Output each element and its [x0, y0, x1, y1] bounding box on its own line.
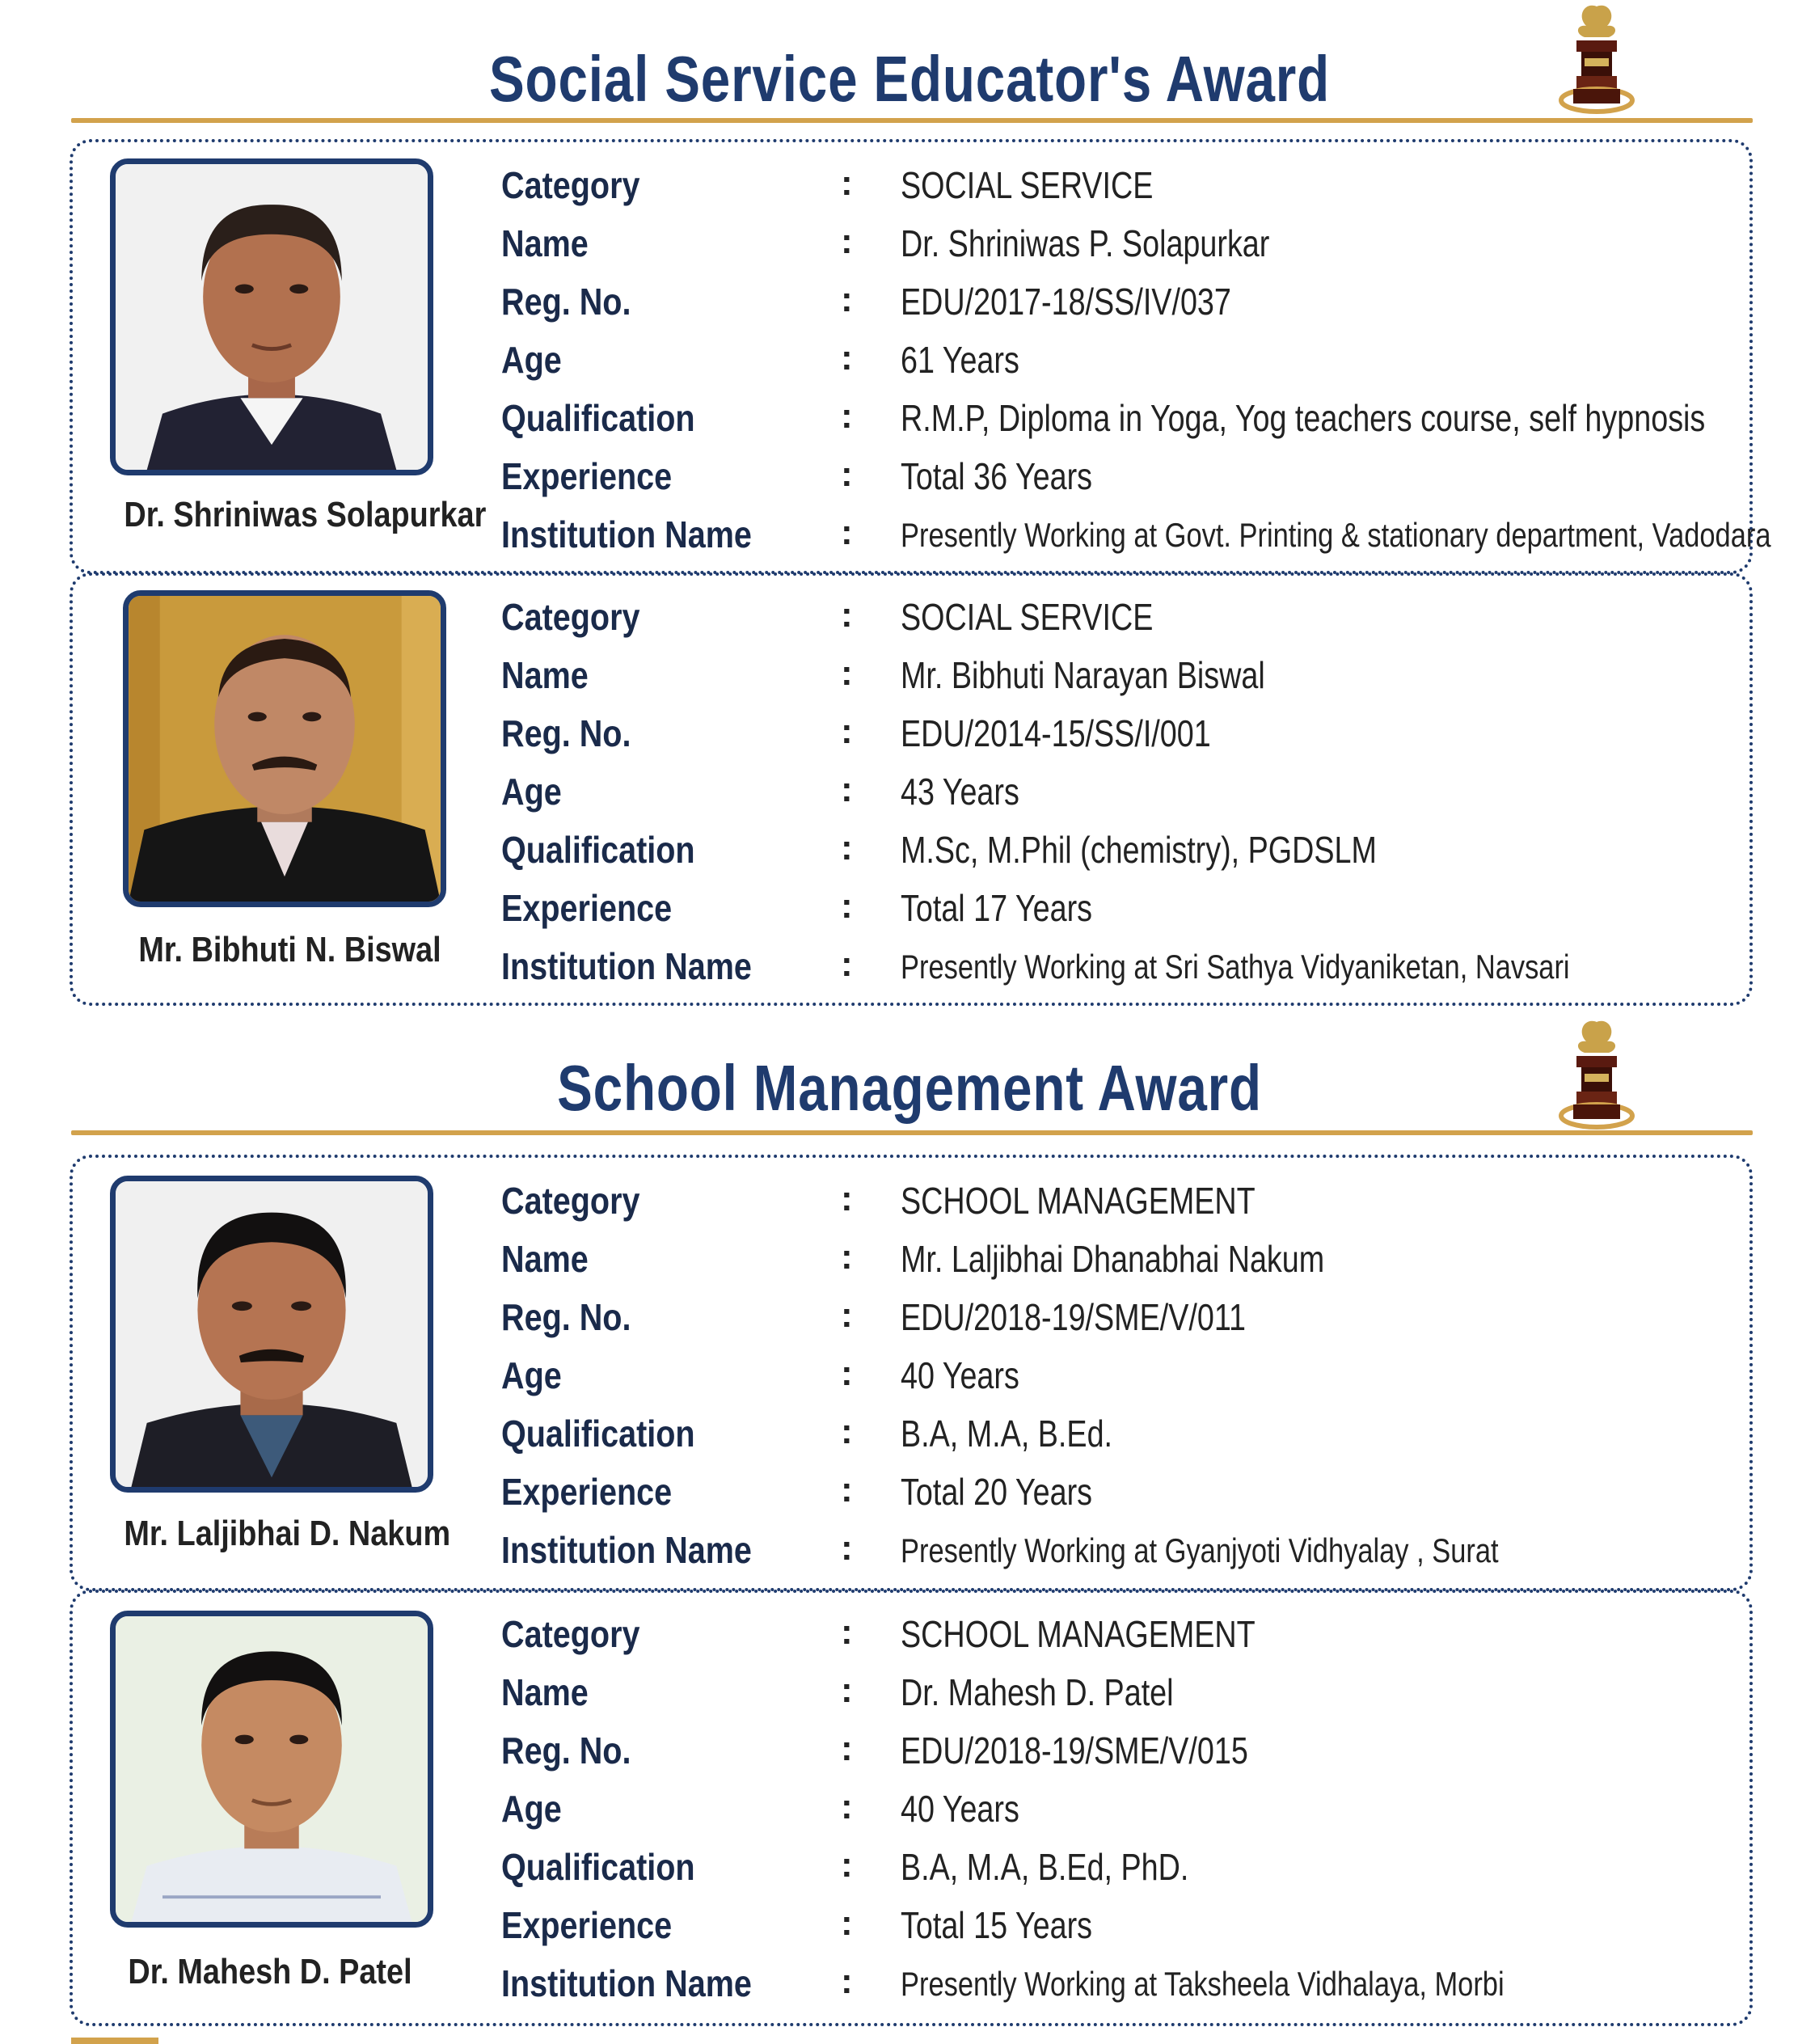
detail-label: Qualification — [501, 1413, 695, 1455]
detail-row-institution — [501, 944, 1795, 1003]
detail-value: 61 Years — [901, 339, 1019, 381]
detail-label: Age — [501, 1354, 562, 1396]
detail-value: SOCIAL SERVICE — [901, 596, 1154, 638]
detail-label: Qualification — [501, 397, 695, 439]
detail-value: Presently Working at Gyanjyoti Vidhyalay , Surat — [901, 1531, 1499, 1569]
detail-label: Age — [501, 339, 562, 381]
detail-row-name — [501, 222, 1795, 280]
colon-separator: : — [841, 1962, 853, 2001]
colon-separator: : — [841, 712, 853, 751]
portrait-photo — [110, 1176, 433, 1493]
detail-value: 40 Years — [901, 1354, 1019, 1396]
detail-row-qualification — [501, 1845, 1795, 1903]
awardee-card — [70, 1155, 1753, 1591]
detail-row-name — [501, 1670, 1795, 1729]
detail-value: SCHOOL MANAGEMENT — [901, 1180, 1256, 1222]
detail-label: Category — [501, 164, 640, 206]
colon-separator: : — [841, 1612, 853, 1652]
detail-row-institution — [501, 1962, 1795, 2020]
colon-separator: : — [841, 338, 853, 378]
detail-row-experience — [501, 454, 1795, 513]
detail-row-category — [501, 1612, 1795, 1670]
detail-value: Mr. Bibhuti Narayan Biswal — [901, 654, 1265, 696]
detail-value: Mr. Laljibhai Dhanabhai Nakum — [901, 1238, 1325, 1280]
portrait-illustration — [116, 1181, 428, 1487]
detail-value: B.A, M.A, B.Ed, PhD. — [901, 1846, 1189, 1888]
colon-separator: : — [841, 1903, 853, 1943]
detail-value: Dr. Mahesh D. Patel — [901, 1671, 1174, 1713]
detail-label: Experience — [501, 455, 673, 497]
portrait-photo — [110, 1611, 433, 1928]
detail-row-name — [501, 653, 1795, 712]
detail-value: Total 17 Years — [901, 887, 1092, 929]
detail-row-qualification — [501, 396, 1795, 454]
colon-separator: : — [841, 944, 853, 984]
detail-row-institution — [501, 513, 1795, 571]
detail-value: SCHOOL MANAGEMENT — [901, 1613, 1256, 1655]
detail-label: Experience — [501, 1904, 673, 1946]
detail-label: Institution Name — [501, 1529, 752, 1571]
detail-row-age — [501, 1354, 1795, 1412]
detail-row-category — [501, 1179, 1795, 1237]
awardee-caption: Dr. Mahesh D. Patel — [128, 1952, 412, 1991]
portrait-illustration — [129, 596, 441, 902]
detail-label: Category — [501, 1613, 640, 1655]
portrait-photo — [110, 158, 433, 475]
colon-separator: : — [841, 163, 853, 203]
colon-separator: : — [841, 1528, 853, 1568]
detail-label: Name — [501, 1238, 589, 1280]
detail-value: EDU/2014-15/SS/I/001 — [901, 712, 1211, 754]
colon-separator: : — [841, 770, 853, 809]
detail-row-age — [501, 338, 1795, 396]
detail-label: Institution Name — [501, 513, 752, 555]
awardee-card — [70, 572, 1753, 1006]
portrait-photo — [123, 590, 446, 907]
detail-label: Name — [501, 1671, 589, 1713]
detail-row-experience — [501, 1470, 1795, 1528]
detail-row-reg-no — [501, 1729, 1795, 1787]
title-divider — [71, 1130, 1753, 1135]
detail-value: SOCIAL SERVICE — [901, 164, 1154, 206]
detail-value: EDU/2018-19/SME/V/011 — [901, 1296, 1247, 1338]
detail-label: Reg. No. — [501, 1296, 631, 1338]
awardee-caption: Dr. Shriniwas Solapurkar — [124, 495, 487, 534]
detail-row-reg-no — [501, 712, 1795, 770]
detail-value: R.M.P, Diploma in Yoga, Yog teachers course, self hypnosis — [901, 397, 1706, 439]
detail-label: Experience — [501, 1471, 673, 1513]
detail-value: Total 20 Years — [901, 1471, 1092, 1513]
colon-separator: : — [841, 1237, 853, 1277]
detail-row-institution — [501, 1528, 1795, 1586]
detail-value: Presently Working at Sri Sathya Vidyaniketan, Navsari — [901, 948, 1570, 986]
colon-separator: : — [841, 454, 853, 494]
detail-row-age — [501, 1787, 1795, 1845]
detail-label: Category — [501, 1180, 640, 1222]
awardee-caption: Mr. Laljibhai D. Nakum — [124, 1514, 451, 1553]
detail-label: Reg. No. — [501, 281, 631, 323]
detail-value: Total 15 Years — [901, 1904, 1092, 1946]
section-title: School Management Award — [557, 1052, 1262, 1124]
colon-separator: : — [841, 1295, 853, 1335]
detail-value: 43 Years — [901, 771, 1019, 813]
detail-row-age — [501, 770, 1795, 828]
awardee-card — [70, 139, 1771, 574]
detail-row-reg-no — [501, 280, 1795, 338]
colon-separator: : — [841, 1787, 853, 1827]
detail-label: Institution Name — [501, 945, 752, 987]
colon-separator: : — [841, 653, 853, 693]
detail-value: 40 Years — [901, 1788, 1019, 1830]
detail-label: Name — [501, 222, 589, 264]
colon-separator: : — [841, 1845, 853, 1885]
detail-value: Total 36 Years — [901, 455, 1092, 497]
trophy-icon — [1552, 0, 1641, 121]
detail-label: Experience — [501, 887, 673, 929]
detail-row-qualification — [501, 1412, 1795, 1470]
detail-row-experience — [501, 1903, 1795, 1962]
detail-value: EDU/2017-18/SS/IV/037 — [901, 281, 1231, 323]
detail-row-experience — [501, 886, 1795, 944]
colon-separator: : — [841, 828, 853, 868]
colon-separator: : — [841, 1729, 853, 1768]
colon-separator: : — [841, 513, 853, 552]
footer-accent-bar — [71, 2038, 158, 2044]
awardee-caption: Mr. Bibhuti N. Biswal — [138, 930, 441, 969]
detail-value: M.Sc, M.Phil (chemistry), PGDSLM — [901, 829, 1377, 871]
detail-row-category — [501, 163, 1795, 222]
detail-label: Qualification — [501, 1846, 695, 1888]
detail-row-category — [501, 595, 1795, 653]
awardee-card — [70, 1590, 1753, 2026]
detail-label: Category — [501, 596, 640, 638]
colon-separator: : — [841, 595, 853, 635]
detail-value: B.A, M.A, B.Ed. — [901, 1413, 1113, 1455]
detail-value: Dr. Shriniwas P. Solapurkar — [901, 222, 1270, 264]
portrait-illustration — [116, 1616, 428, 1922]
colon-separator: : — [841, 1179, 853, 1218]
colon-separator: : — [841, 1470, 853, 1510]
detail-value: Presently Working at Govt. Printing & stationary department, Vadodara — [901, 516, 1771, 554]
portrait-illustration — [116, 164, 428, 470]
detail-label: Age — [501, 1788, 562, 1830]
colon-separator: : — [841, 1412, 853, 1451]
colon-separator: : — [841, 396, 853, 436]
colon-separator: : — [841, 222, 853, 261]
title-divider — [71, 118, 1753, 123]
section-title: Social Service Educator's Award — [488, 43, 1331, 115]
colon-separator: : — [841, 280, 853, 319]
colon-separator: : — [841, 886, 853, 926]
detail-row-reg-no — [501, 1295, 1795, 1354]
colon-separator: : — [841, 1670, 853, 1710]
detail-value: Presently Working at Taksheela Vidhalaya, Morbi — [901, 1965, 1505, 2003]
detail-value: EDU/2018-19/SME/V/015 — [901, 1729, 1248, 1772]
colon-separator: : — [841, 1354, 853, 1393]
trophy-icon — [1552, 1016, 1641, 1137]
detail-label: Institution Name — [501, 1962, 752, 2004]
detail-label: Age — [501, 771, 562, 813]
detail-row-qualification — [501, 828, 1795, 886]
detail-label: Reg. No. — [501, 712, 631, 754]
detail-label: Name — [501, 654, 589, 696]
detail-row-name — [501, 1237, 1795, 1295]
detail-label: Qualification — [501, 829, 695, 871]
detail-label: Reg. No. — [501, 1729, 631, 1772]
